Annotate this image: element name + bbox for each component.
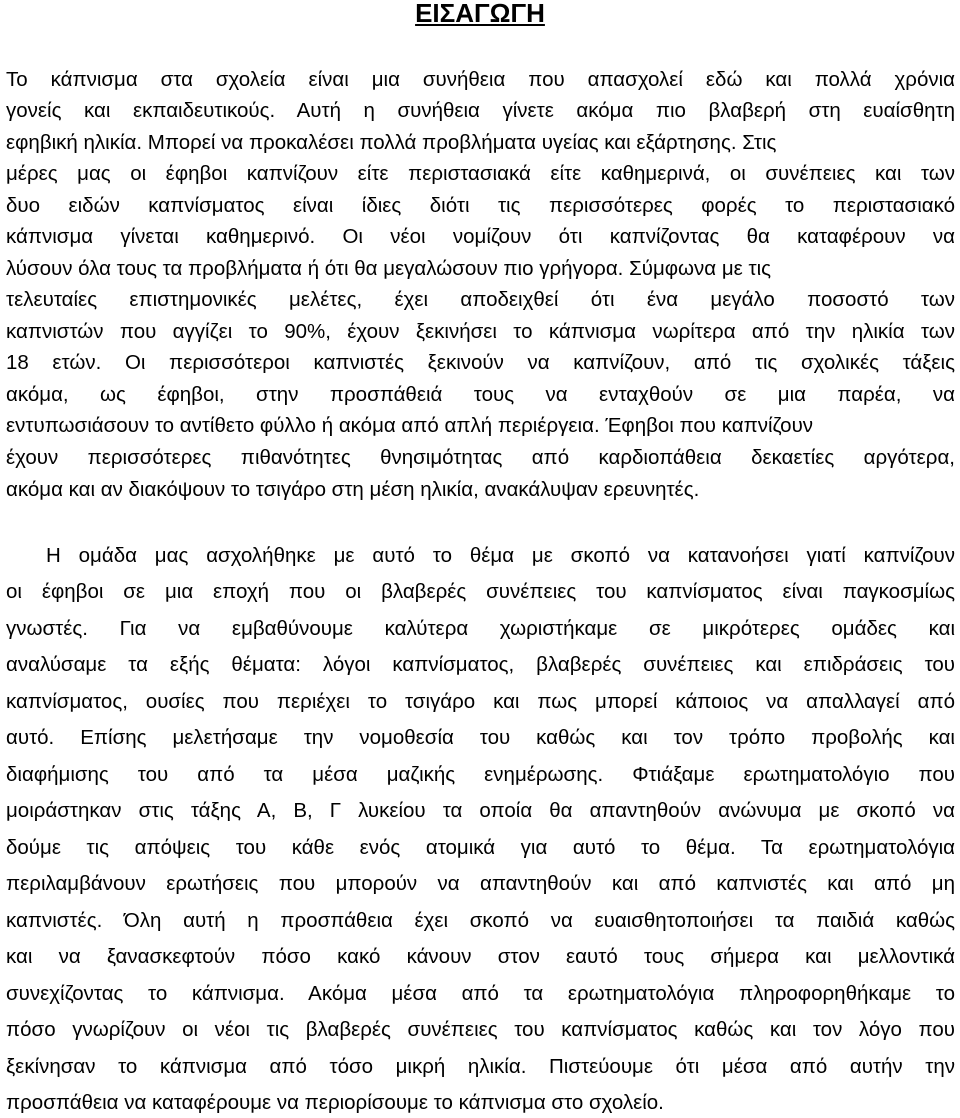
paragraph-line: Η ομάδα μας ασχολήθηκε με αυτό το θέμα με σκοπό να κατανοήσει γιατί καπνίζουν xyxy=(46,544,955,567)
paragraph-line: τελευταίες επιστημονικές μελέτες, έχει αποδειχθεί ότι ένα μεγάλο ποσοστό των xyxy=(6,288,955,311)
paragraph-line: λύσουν όλα τους τα προβλήματα ή ότι θα μεγαλώσουν πιο γρήγορα. Σύμφωνα με τις xyxy=(6,257,772,280)
paragraph-line: ακόμα και αν διακόψουν το τσιγάρο στη μέση ηλικία, ανακάλυψαν ερευνητές. xyxy=(6,478,700,501)
paragraph-line: εφηβική ηλικία. Μπορεί να προκαλέσει πολλά προβλήματα υγείας και εξάρτησης. Στις xyxy=(6,131,777,154)
paragraph-line: καπνίσματος, ουσίες που περιέχει το τσιγάρο και πως μπορεί κάποιος να απαλλαγεί από xyxy=(6,690,955,713)
paragraph-line: δυο ειδών καπνίσματος είναι ίδιες διότι τις περισσότερες φορές το περιστασιακό xyxy=(6,194,955,217)
paragraph-line: έχουν περισσότερες πιθανότητες θνησιμότητας από καρδιοπάθεια δεκαετίες αργότερα, xyxy=(6,446,955,469)
paragraph-line: ξεκίνησαν το κάπνισμα από τόσο μικρή ηλικία. Πιστεύουμε ότι μέσα από αυτήν την xyxy=(6,1055,955,1078)
paragraph-line: δούμε τις απόψεις του κάθε ενός ατομικά για αυτό το θέμα. Τα ερωτηματολόγια xyxy=(6,836,955,859)
paragraph-line: 18 ετών. Οι περισσότεροι καπνιστές ξεκινούν να καπνίζουν, από τις σχολικές τάξεις xyxy=(6,351,955,374)
paragraph-line: Το κάπνισμα στα σχολεία είναι μια συνήθεια που απασχολεί εδώ και πολλά χρόνια xyxy=(6,68,955,91)
paragraph-line: μέρες μας οι έφηβοι καπνίζουν είτε περιστασιακά είτε καθημερινά, οι συνέπειες και των xyxy=(6,162,955,185)
paragraph-line: αυτό. Επίσης μελετήσαμε την νομοθεσία του καθώς και τον τρόπο προβολής και xyxy=(6,726,955,749)
paragraph-line: καπνιστών που αγγίζει το 90%, έχουν ξεκινήσει το κάπνισμα νωρίτερα από την ηλικία των xyxy=(6,320,955,343)
paragraph-line: ακόμα, ως έφηβοι, στην προσπάθειά τους να ενταχθούν σε μια παρέα, να xyxy=(6,383,955,406)
paragraph-line: καπνιστές. Όλη αυτή η προσπάθεια έχει σκοπό να ευαισθητοποιήσει τα παιδιά καθώς xyxy=(6,909,955,932)
paragraph-line: γνωστές. Για να εμβαθύνουμε καλύτερα χωριστήκαμε σε μικρότερες ομάδες και xyxy=(6,617,955,640)
paragraph-line: κάπνισμα γίνεται καθημερινό. Οι νέοι νομίζουν ότι καπνίζοντας θα καταφέρουν να xyxy=(6,225,955,248)
paragraph-line: οι έφηβοι σε μια εποχή που οι βλαβερές συνέπειες του καπνίσματος είναι παγκοσμίως xyxy=(6,580,955,603)
paragraph-line: πόσο γνωρίζουν οι νέοι τις βλαβερές συνέπειες του καπνίσματος καθώς και τον λόγο που xyxy=(6,1018,955,1041)
paragraph-line: προσπάθεια να καταφέρουμε να περιορίσουμε το κάπνισμα στο σχολείο. xyxy=(6,1091,664,1114)
document-title: ΕΙΣΑΓΩΓΗ xyxy=(415,0,545,28)
paragraph-line: περιλαμβάνουν ερωτήσεις που μπορούν να απαντηθούν και από καπνιστές και από μη xyxy=(6,872,955,895)
paragraph-line: μοιράστηκαν στις τάξης Α, Β, Γ λυκείου τα οποία θα απαντηθούν ανώνυμα με σκοπό να xyxy=(6,799,955,822)
paragraph-line: εντυπωσιάσουν το αντίθετο φύλλο ή ακόμα από απλή περιέργεια. Έφηβοι που καπνίζουν xyxy=(6,414,814,437)
paragraph-line: διαφήμισης του από τα μέσα μαζικής ενημέρωσης. Φτιάξαμε ερωτηματολόγιο που xyxy=(6,763,955,786)
paragraph-line: συνεχίζοντας το κάπνισμα. Ακόμα μέσα από τα ερωτηματολόγια πληροφορηθήκαμε το xyxy=(6,982,955,1005)
paragraph-line: αναλύσαμε τα εξής θέματα: λόγοι καπνίσματος, βλαβερές συνέπειες και επιδράσεις του xyxy=(6,653,955,676)
paragraph-line: και να ξανασκεφτούν πόσο κακό κάνουν στον εαυτό τους σήμερα και μελλοντικά xyxy=(6,945,955,968)
paragraph-line: γονείς και εκπαιδευτικούς. Αυτή η συνήθεια γίνετε ακόμα πιο βλαβερή στη ευαίσθητη xyxy=(6,99,955,122)
